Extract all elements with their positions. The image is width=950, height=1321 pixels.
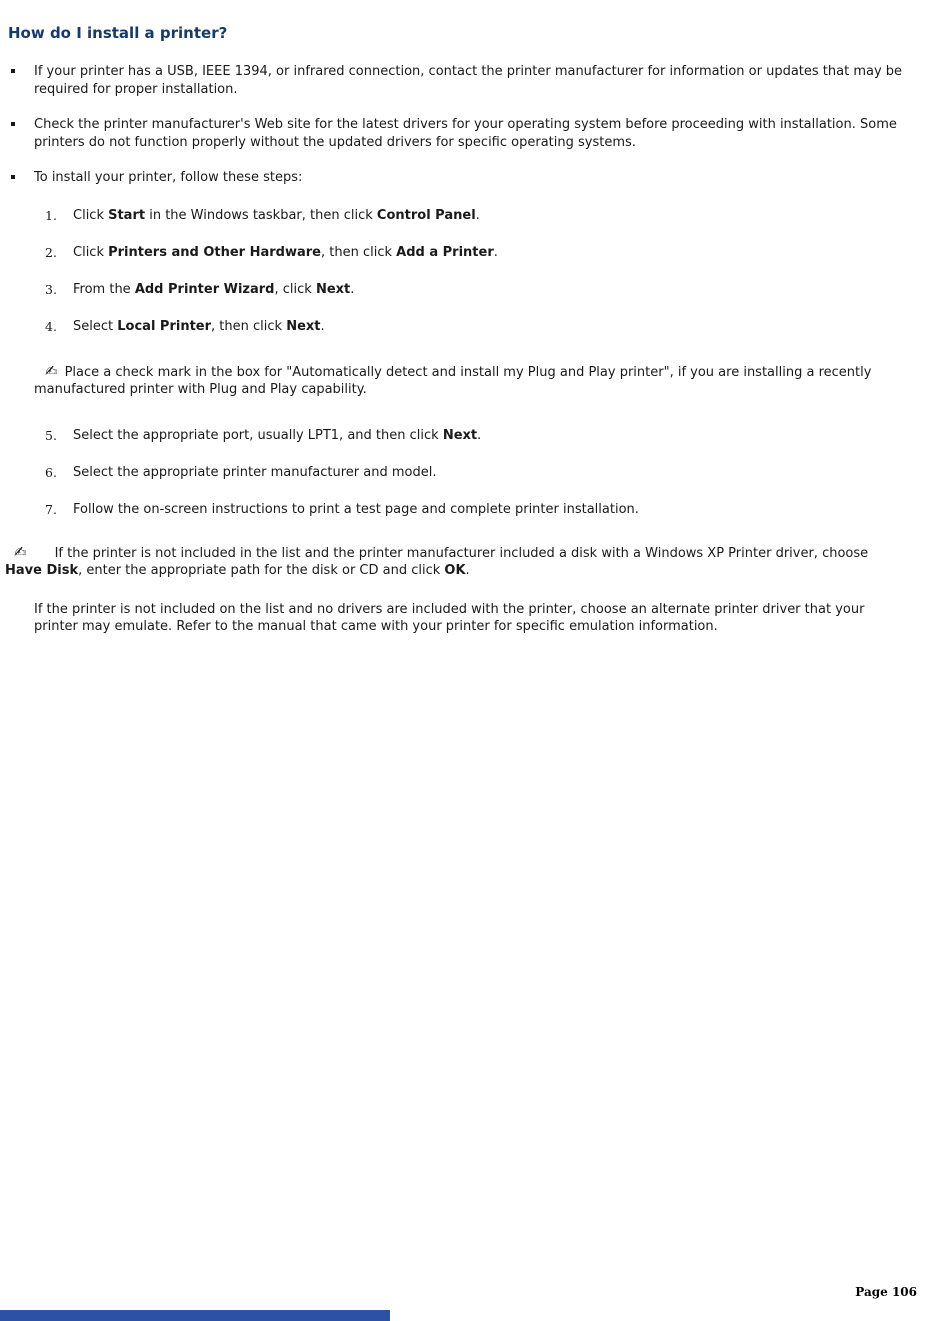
step-text: From the Add Printer Wizard, click Next. [73,281,355,297]
step-text: Select the appropriate printer manufacturer and model. [73,464,437,480]
writing-hand-icon: ✍ [45,361,58,380]
step-item [8,207,950,224]
body-paragraph: If the printer is not included on the list and no drivers are included with the printer, choose an alternate printer driver that your printer may emulate. Refer to the manual that came with your printer for specific emulation information. [34,601,865,634]
note-text: Place a check mark in the box for "Automatically detect and install my Plug and Play printer", if you are installing a recently manufactured printer with Plug and Play capability. [34,364,872,397]
step-text: Follow the on-screen instructions to print a test page and complete printer installation. [73,501,639,517]
step-number: 5. [45,427,57,443]
bullet-text: If your printer has a USB, IEEE 1394, or infrared connection, contact the printer manufacturer for information or updates that may be required for proper installation. [34,64,903,97]
step-number: 4. [45,318,57,334]
step-text: Click Printers and Other Hardware, then click Add a Printer. [73,244,498,260]
bullet-item [8,116,950,151]
bullet-text: Check the printer manufacturer's Web site for the latest drivers for your operating system before proceeding with installation. Some printers do not function properly without the updated drivers for specific operating systems. [34,117,897,150]
step-item [8,501,950,518]
step-number: 1. [45,207,57,223]
square-bullet-icon [11,122,15,126]
step-number: 3. [45,281,57,297]
step-item [8,318,950,335]
step-number: 2. [45,244,57,260]
page-title: How do I install a printer? [8,24,228,42]
bullet-text: To install your printer, follow these steps: [34,170,303,185]
note-text: If the printer is not included in the list and the printer manufacturer included a disk with a Windows XP Printer driver, choose Have Disk, enter the appropriate path for the disk or CD and click OK. [5,545,869,578]
step-text: Click Start in the Windows taskbar, then click Control Panel. [73,207,480,223]
footer-accent-bar [0,1310,390,1321]
square-bullet-icon [11,69,15,73]
step-text: Select the appropriate port, usually LPT1, and then click Next. [73,427,482,443]
step-item [8,281,950,298]
step-item [8,427,950,444]
square-bullet-icon [11,175,15,179]
bullet-item [8,169,950,187]
note-plug-and-play [34,361,915,399]
page-number: Page 106 [855,1285,917,1299]
page-footer [855,1285,917,1299]
writing-hand-icon: ✍ [14,542,27,561]
step-number: 6. [45,464,57,480]
step-item [8,244,950,261]
step-number: 7. [45,501,57,517]
note-have-disk [5,542,887,580]
step-item [8,464,950,481]
numbered-steps-5-7 [8,427,950,518]
bullet-item [8,63,950,98]
numbered-steps-1-4 [8,207,950,335]
bullet-list [8,63,950,187]
step-text: Select Local Printer, then click Next. [73,318,325,334]
